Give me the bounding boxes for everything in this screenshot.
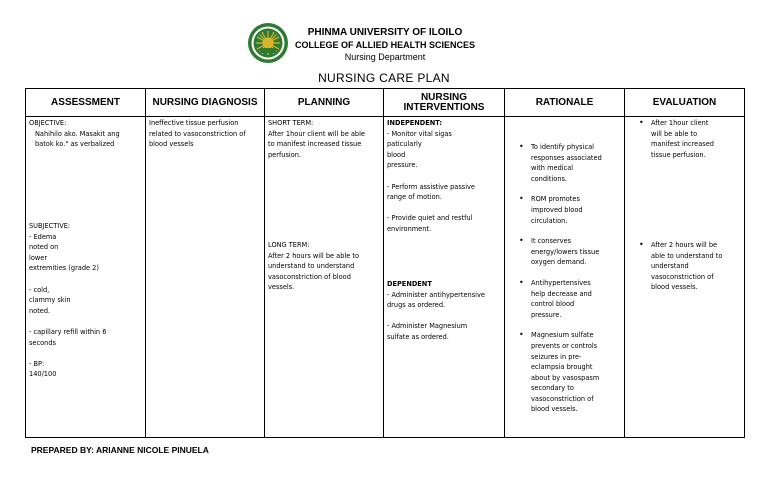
university-name: PHINMA UNIVERSITY OF ILOILO xyxy=(307,27,463,38)
objective-line: Nahihilo ako. Masakit ang xyxy=(35,129,120,138)
evaluation-item: • After 2 hours will be able to understand to understand vasoconstriction of blood vessels. xyxy=(625,240,742,293)
dependent-line xyxy=(387,311,501,322)
subjective-line: - BP: xyxy=(29,359,45,368)
subjective-label: SUBJECTIVE: xyxy=(29,222,71,230)
rationale-item: • It conserves energy/lowers tissue oxygen demand. xyxy=(505,236,622,268)
subjective-line xyxy=(29,348,142,359)
independent-line: pressure. xyxy=(387,161,418,170)
col-planning: PLANNING xyxy=(265,89,384,117)
short-term-label: SHORT TERM: xyxy=(268,119,314,127)
subjective-line: - cold, xyxy=(29,285,50,294)
dependent-line: drugs as ordered. xyxy=(387,301,446,310)
subjective-line: - Edema xyxy=(29,232,57,241)
dependent-label: DEPENDENT xyxy=(387,280,432,288)
rationale-item: • To identify physical responses associated with medical conditions. xyxy=(505,142,622,184)
independent-line xyxy=(387,171,501,182)
rationale-item: • ROM promotes improved blood circulation. xyxy=(505,194,622,226)
subjective-line: extremities (grade 2) xyxy=(29,264,99,273)
subjective-line: noted. xyxy=(29,306,51,315)
subjective-line: lower xyxy=(29,253,48,262)
independent-line: paticularly xyxy=(387,140,422,149)
col-rationale: RATIONALE xyxy=(505,89,625,117)
university-seal-logo xyxy=(247,22,289,64)
objective-line: batok ko." as verbalized xyxy=(35,140,115,149)
independent-line: - Perform assistive passive xyxy=(387,182,475,191)
document-title: NURSING CARE PLAN xyxy=(318,71,450,85)
dependent-line: sulfate as ordered. xyxy=(387,332,449,341)
planning-cell xyxy=(265,117,384,438)
content-row xyxy=(26,117,745,438)
diagnosis-line: related to vasoconstriction of xyxy=(149,129,246,138)
col-evaluation: EVALUATION xyxy=(625,89,745,117)
diagnosis-line: Ineffective tissue perfusion xyxy=(149,119,239,127)
subjective-line: noted on xyxy=(29,243,59,252)
independent-line: - Provide quiet and restful xyxy=(387,214,473,223)
interventions-cell xyxy=(384,117,505,438)
subjective-line: seconds xyxy=(29,338,56,347)
short-term-line: to manifest increased tissue xyxy=(268,140,362,149)
independent-line: environment. xyxy=(387,224,432,233)
department-name: Nursing Department xyxy=(344,52,426,62)
subjective-line xyxy=(29,316,142,327)
rationale-item: • Antihypertensives help decrease and control blood pressure. xyxy=(505,278,622,320)
long-term-line: vasoconstriction of blood xyxy=(268,272,351,281)
assessment-cell xyxy=(26,117,146,438)
independent-label: INDEPENDENT: xyxy=(387,119,443,127)
subjective-line: 140/100 xyxy=(29,370,57,379)
rationale-cell xyxy=(505,117,625,438)
short-term-line: perfusion. xyxy=(268,150,302,159)
prepared-by: PREPARED BY: ARIANNE NICOLE PINUELA xyxy=(31,445,209,455)
long-term-line: understand to understand xyxy=(268,262,355,271)
independent-line: blood xyxy=(387,150,406,159)
independent-line: - Monitor vital sigas xyxy=(387,129,452,138)
short-term-line: After 1hour client will be able xyxy=(268,129,365,138)
care-plan-table xyxy=(25,88,745,438)
college-name: COLLEGE OF ALLIED HEALTH SCIENCES xyxy=(294,40,475,50)
subjective-line: clammy skin xyxy=(29,296,71,305)
long-term-label: LONG TERM: xyxy=(268,241,310,249)
long-term-line: vessels. xyxy=(268,283,295,292)
col-nursing-interventions: NURSING INTERVENTIONS xyxy=(384,89,505,117)
subjective-line xyxy=(29,274,142,285)
objective-label: OBJECTIVE: xyxy=(29,119,67,127)
independent-line: range of motion. xyxy=(387,193,442,202)
col-nursing-diagnosis: NURSING DIAGNOSIS xyxy=(146,89,265,117)
dependent-line: - Administer Magnesium xyxy=(387,322,468,331)
evaluation-item: • After 1hour client will be able to manifest increased tissue perfusion. xyxy=(625,118,742,160)
rationale-item: • Magnesium sulfate prevents or controls seizures in pre- eclampsia brought about by vasospasm secondary to vasoconstriction of blood vessels. xyxy=(505,330,622,415)
independent-line xyxy=(387,203,501,214)
evaluation-cell xyxy=(625,117,745,438)
header-row xyxy=(26,89,745,117)
diagnosis-cell xyxy=(146,117,265,438)
col-assessment: ASSESSMENT xyxy=(26,89,146,117)
diagnosis-line: blood vessels xyxy=(149,140,194,149)
dependent-line: - Administer antihypertensive xyxy=(387,290,485,299)
subjective-line: - capillary refill within 6 xyxy=(29,327,107,336)
institution-header xyxy=(292,27,478,63)
long-term-line: After 2 hours will be able to xyxy=(268,251,360,260)
